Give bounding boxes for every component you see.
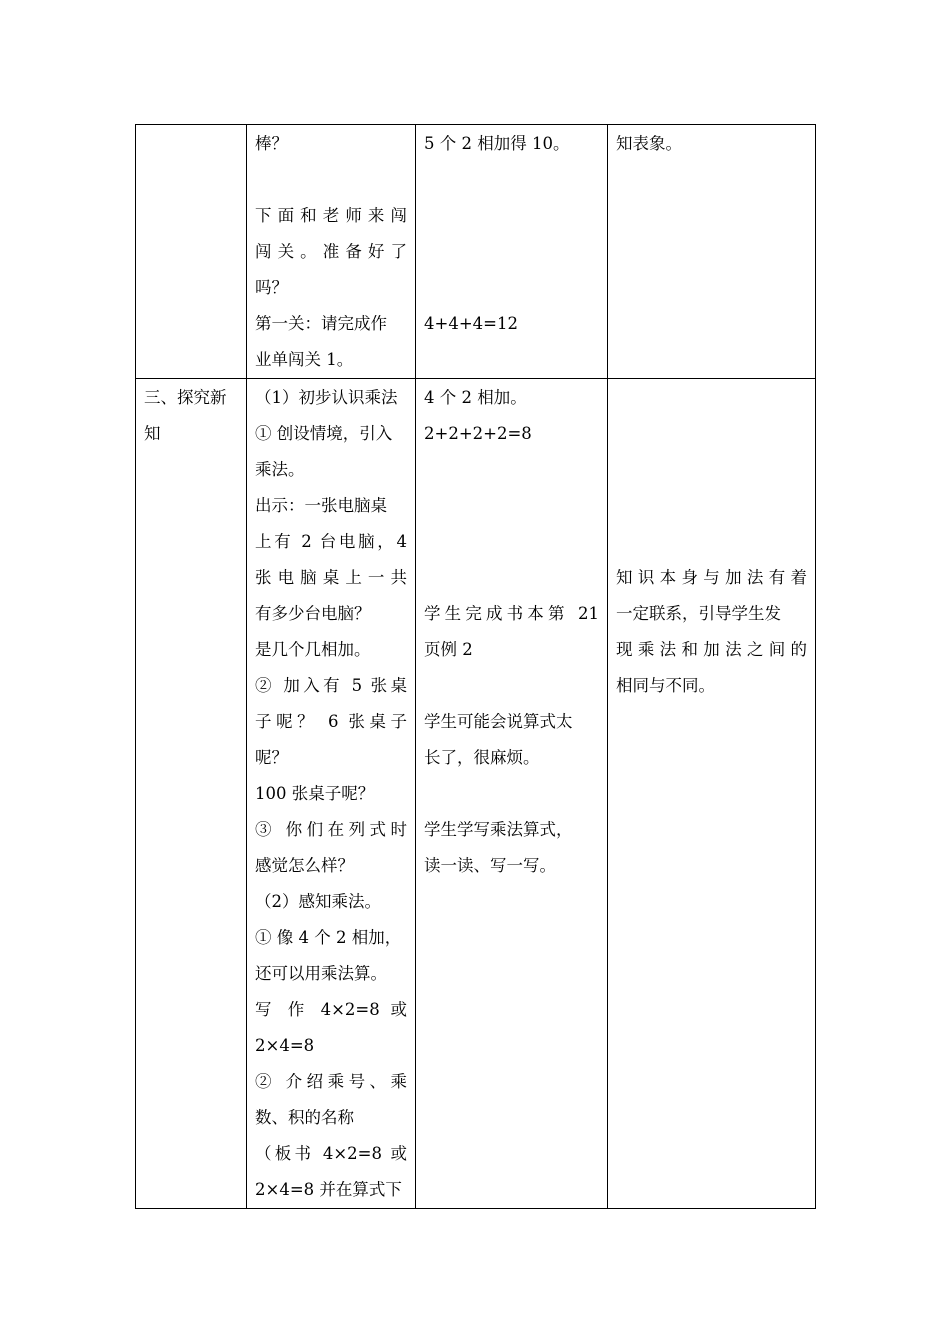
text-line (424, 452, 599, 488)
text-line: 相同与不同。 (616, 676, 715, 695)
text-line: ① 创设情境，引入 (255, 424, 393, 443)
text-line: 闯关。准备好了 (255, 242, 407, 261)
text-line: 感觉怎么样？ (255, 856, 354, 875)
text-line: 出示：一张电脑桌 (255, 496, 387, 515)
text-line: ② 介绍乘号、乘 (255, 1072, 407, 1091)
text-line: 学生完成书本第 21 (424, 604, 599, 623)
text-line (424, 162, 599, 198)
text-line: 三、探究新 (144, 388, 227, 407)
text-line: 知表象。 (616, 134, 682, 153)
text-line: 还可以用乘法算。 (255, 964, 387, 983)
text-line (424, 560, 599, 596)
student-activity-cell (416, 379, 608, 1209)
text-line: 乘法。 (255, 460, 305, 479)
text-line (424, 198, 599, 234)
text-line: 业单闯关 1。 (255, 350, 354, 369)
text-line (424, 668, 599, 704)
text-line: ② 加入有 5 张桌 (255, 676, 407, 695)
text-line: ③ 你们在列式时 (255, 820, 407, 839)
text-line: 一定联系，引导学生发 (616, 604, 781, 623)
text-line (255, 162, 407, 198)
text-line (616, 524, 807, 560)
text-line: 棒？ (255, 134, 288, 153)
text-line: 第一关：请完成作 (255, 314, 387, 333)
text-line: （1）初步认识乘法 (255, 388, 398, 407)
text-line: （2）感知乘法。 (255, 892, 381, 911)
text-line: 呢？ (255, 748, 288, 767)
text-line: 吗？ (255, 278, 288, 297)
teacher-activity-cell (247, 125, 416, 379)
text-line: 有多少台电脑？ (255, 604, 371, 623)
text-line: 100 张桌子呢？ (255, 784, 375, 803)
text-line: ① 像 4 个 2 相加， (255, 928, 402, 947)
text-line (424, 270, 599, 306)
lesson-plan-table (135, 124, 816, 1209)
stage-cell (136, 125, 247, 379)
text-line: 下面和老师来闯 (255, 206, 407, 225)
text-line (616, 452, 807, 488)
text-line (424, 488, 599, 524)
text-line: 是几个几相加。 (255, 640, 371, 659)
text-line: 4 个 2 相加。 (424, 388, 527, 407)
text-line: 知 (144, 424, 161, 443)
text-line: 现乘法和加法之间的 (616, 640, 807, 659)
design-intent-cell (608, 379, 816, 1209)
text-line (424, 524, 599, 560)
text-line: 2×4=8 并在算式下 (255, 1180, 402, 1199)
text-line (616, 380, 807, 416)
text-line (616, 488, 807, 524)
text-line: 读一读、写一写。 (424, 856, 556, 875)
text-line: 上有 2 台电脑，4 (255, 532, 407, 551)
text-line (424, 234, 599, 270)
text-line: 5 个 2 相加得 10。 (424, 134, 570, 153)
text-line: 页例 2 (424, 640, 473, 659)
text-line (424, 776, 599, 812)
text-line: 子呢？ 6 张桌子 (255, 712, 407, 731)
text-line: （板书 4×2=8 或 (255, 1144, 407, 1163)
text-line: 学生学写乘法算式， (424, 820, 573, 839)
teacher-activity-cell (247, 379, 416, 1209)
stage-cell (136, 379, 247, 1209)
design-intent-cell (608, 125, 816, 379)
text-line: 知识本身与加法有着 (616, 568, 807, 587)
text-line: 写 作 4×2=8 或 (255, 1000, 407, 1019)
table-row (136, 379, 816, 1209)
text-line: 4+4+4=12 (424, 314, 518, 333)
student-activity-cell (416, 125, 608, 379)
text-line: 2×4=8 (255, 1036, 315, 1055)
text-line: 2+2+2+2=8 (424, 424, 532, 443)
text-line: 学生可能会说算式太 (424, 712, 573, 731)
text-line: 张电脑桌上一共 (255, 568, 407, 587)
text-line: 数、积的名称 (255, 1108, 354, 1127)
table-row (136, 125, 816, 379)
text-line: 长了，很麻烦。 (424, 748, 540, 767)
text-line (616, 416, 807, 452)
